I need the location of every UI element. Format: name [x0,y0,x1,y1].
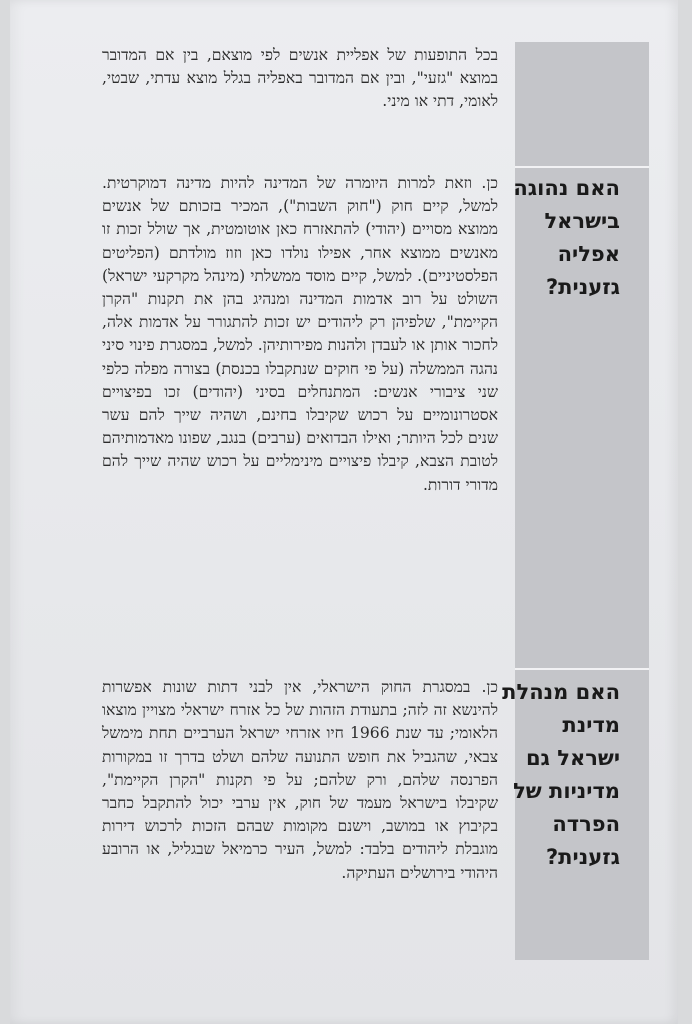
sidebar-divider [515,668,649,670]
question-heading-2 [500,676,620,874]
question-line: הפרדה [552,812,620,836]
question-line: האם נהוגה [513,176,620,200]
answer-paragraph-2: כן. במסגרת החוק הישראלי, אין לבני דתות שונות אפשרות להינשא זה לזה; בתעודת הזהות של כל אזרח ישראלי מצויין מוצאו הלאומי; עד שנת 1966 חיו אזרחי ישראל הערביים תחת מימשל צבאי, שהגביל את חופש התנועה שלהם ושלט בדרך זו במקורות הפרנסה שלהם, ורק שלהם; על פי תקנות "הקרן הקיימת", שקיבלו בישראל מעמד של חוק, אין ערבי יכול להתקבל כחבר בקיבוץ או במושב, וישנם מקומות שבהם הזכות לרכוש דירות מוגבלת ליהודים בלבד: למשל, העיר כרמיאל שבגליל, או הרובע היהודי בירושלים העתיקה. [102,678,498,882]
sidebar-panel-top [515,42,649,166]
question-line: אפליה [557,242,620,266]
question-line: גזענית? [545,275,620,299]
question-line: האם מנהלת [502,680,620,704]
booklet-page [10,0,678,1024]
answer-paragraph-1: כן. וזאת למרות היומרה של המדינה להיות מדינה דמוקרטית. למשל, קיים חוק ("חוק השבות"), המכיר בזכותם של אנשים ממוצא מסויים (יהודי) להתאזרח כאן אוטומטית, אך שולל זכות זו מאנשים ממוצא אחר, אפילו נולדו כאן וזוז מולדתם (הפליטים הפלסטיניים). למשל, קיים מוסד ממשלתי (מינהל מקרקעי ישראל) השולט על רוב אדמות המדינה ומנהיג בהן את תקנות "הקרן הקיימת", שלפיהן רק ליהודים יש זכות להתגורר על אדמות אלה, לחכור אותן או לעבדן ולהנות מפירותיהן. למשל, במסגרת פינוי סיני נהגה הממשלה (על פי חוקים שנתקבלו בכנסת) בצורה מפלה כלפי שני ציבורי אנשים: המתנחלים בסיני (יהודים) זכו בפיצויים אסטרונומיים על רכוש שקיבלו בחינם, ושהיה שייך להם עשר שנים לכל היותר; ואילו הבדואים (ערבים) בנגב, שפונו מאדמותיהם לטובת הצבא, קיבלו פיצויים מינימליים על רכוש שהיה שייך להם מדורי דורות. [102,174,498,494]
sidebar-divider [515,166,649,168]
intro-paragraph: בכל התופעות של אפליית אנשים לפי מוצאם, בין אם המדובר במוצא "גזעי", ובין אם המדובר באפליה בגלל מוצא עדתי, שבטי, לאומי, דתי או מיני. [102,46,498,111]
question-line: גזענית? [545,845,620,869]
question-line: מדיניות של [513,779,620,803]
question-line: ישראל גם [525,746,620,770]
question-line: מדינת [562,713,620,737]
question-heading-1 [500,172,620,304]
question-line: בישראל [544,209,620,233]
